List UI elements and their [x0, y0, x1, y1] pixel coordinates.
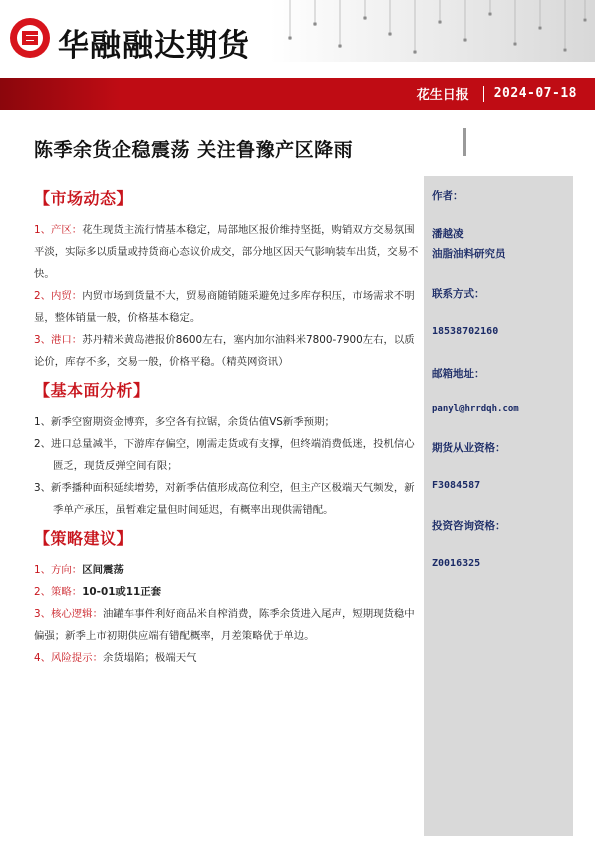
author-dept: 油脂油料研究员	[432, 248, 506, 260]
list-item: 3、新季播种面积延续增势，对新季估值形成高位利空，但主产区极端天气频发，新季单产承压，虽暂难定量但时间延迟，有概率出现供需错配。	[34, 482, 415, 516]
futures-qualification-label: 期货从业资格：	[432, 442, 506, 454]
brand-name: 华融融达期货	[58, 28, 250, 64]
list-item	[34, 647, 420, 669]
item-label: 3、港口：	[34, 334, 83, 346]
report-date: 2024-07-18	[493, 86, 577, 101]
meta-divider	[483, 86, 484, 102]
author-name: 潘越凌	[432, 228, 464, 240]
list-item	[34, 285, 420, 329]
item-text: 苏丹精米黄岛港报价8600左右，塞内加尔油料米7800-7900左右，以质论价，库存不多，交易一般，价格平稳。（精英网资讯）	[34, 334, 415, 368]
item-label: 1、产区：	[34, 224, 83, 236]
section-heading: 【市场动态】	[34, 189, 134, 208]
advisory-qualification-number: Z0016325	[432, 558, 481, 569]
section-strategy	[34, 526, 420, 669]
report-title: 陈季余货企稳震荡 关注鲁豫产区降雨	[34, 139, 354, 161]
item-label: 4、风险提示：	[34, 652, 103, 664]
item-text: 内贸市场到货量不大，贸易商随销随采避免过多库存积压，市场需求不明显，整体销量一般，价格基本稳定。	[34, 290, 415, 324]
list-item	[34, 329, 420, 373]
list-item: 2、进口总量减半，下游库存偏空，刚需走货或有支撑，但终端消费低迷，投机信心匮乏，现货反弹空间有限；	[34, 438, 415, 472]
header-bar-shade	[0, 78, 120, 110]
page-header	[0, 0, 595, 78]
section-heading: 【基本面分析】	[34, 381, 150, 400]
list-item	[34, 219, 420, 285]
report-type: 花生日报	[416, 88, 469, 103]
item-label: 3、核心逻辑：	[34, 608, 103, 620]
section-fundamental	[34, 378, 420, 521]
phone-number: 18538702160	[432, 326, 499, 337]
item-text: 花生现货主流行情基本稳定，局部地区报价维持坚挺，购销双方交易氛围平淡，实际多以质量或持货商心态议价成交，部分地区因天气影响装车出货，交易不快。	[34, 224, 419, 280]
advisory-qualification-label: 投资咨询资格：	[432, 520, 506, 532]
item-label: 2、策略：	[34, 586, 83, 598]
section-heading: 【策略建议】	[34, 529, 134, 548]
email-address[interactable]: panyl@hrrdqh.com	[432, 404, 519, 414]
email-label: 邮箱地址：	[432, 368, 485, 380]
item-text: 区间震荡	[82, 564, 124, 576]
contact-label: 联系方式：	[432, 288, 485, 300]
title-marker	[463, 128, 466, 156]
item-text: 油罐车事件利好商品米自榨消费，陈季余货进入尾声，短期现货稳中偏强；新季上市初期供应端有错配概率，月差策略优于单边。	[34, 608, 415, 642]
list-item: 1、新季空窗期资金博弈，多空各有拉锯，余货估值VS新季预期；	[34, 416, 335, 428]
item-text: 余货塌陷；极端天气	[102, 652, 197, 664]
item-text: 10-01或11正套	[82, 586, 162, 598]
list-item	[34, 559, 420, 581]
futures-qualification-number: F3084587	[432, 480, 481, 491]
item-label: 1、方向：	[34, 564, 83, 576]
item-label: 2、内贸：	[34, 290, 83, 302]
author-sidebar	[424, 176, 573, 836]
report-meta	[417, 84, 577, 103]
header-decoration	[270, 0, 595, 62]
company-logo-icon	[8, 16, 52, 60]
list-item	[34, 603, 420, 647]
list-item	[34, 581, 420, 603]
author-label: 作者：	[432, 190, 464, 202]
section-market	[34, 186, 420, 373]
